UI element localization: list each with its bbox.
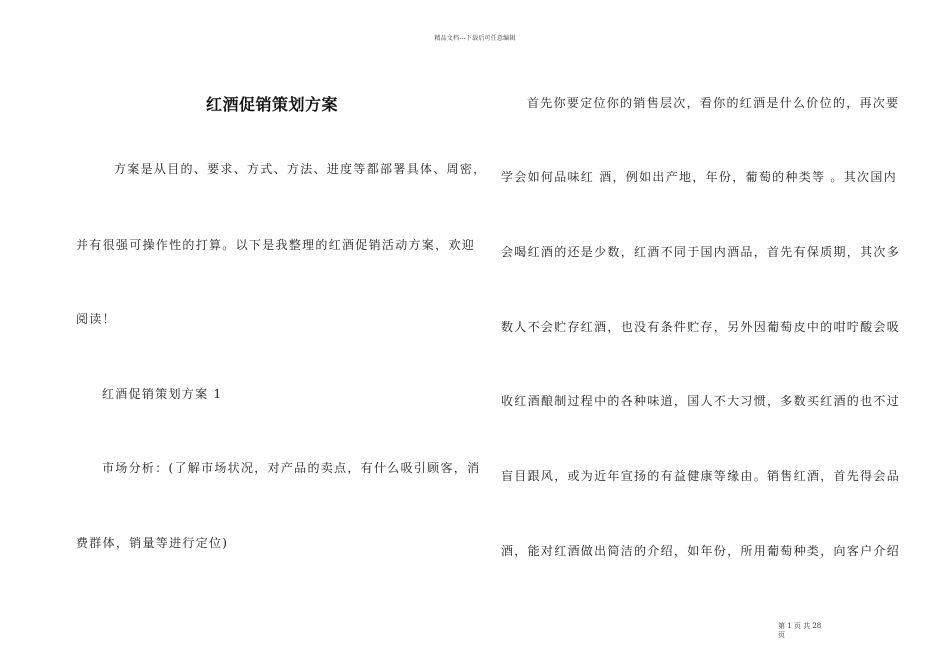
paragraph-line: 酒，能对红酒做出简洁的介绍，如年份，所用葡萄种类，向客户介绍 [501, 544, 901, 558]
page-number-line: 第 1 页 共 28 [778, 622, 822, 630]
document-title: 红酒促销策划方案 [205, 95, 338, 114]
paragraph-line: 数人不会贮存红酒，也没有条件贮存，另外因葡萄皮中的咁咛酸会吸 [501, 320, 901, 334]
header-note: 精品文档---下载后可任意编辑 [434, 35, 516, 42]
paragraph-line: 市场分析：(了解市场状况，对产品的卖点，有什么吸引顾客，消 [102, 461, 481, 475]
page-number [778, 622, 821, 640]
page-number-line: 页 [778, 631, 785, 639]
paragraph-line: 会喝红酒的还是少数，红酒不同于国内酒品，首先有保质期，其次多 [501, 245, 901, 259]
paragraph-line: 方案是从目的、要求、方式、方法、进度等都部署具体、周密， [114, 162, 487, 176]
paragraph-line: 学会如何品味红 酒，例如出产地，年份，葡萄的种类等 。其次国内 [501, 170, 897, 184]
section-heading: 红酒促销策划方案 1 [102, 387, 223, 401]
paragraph-line: 收红酒酿制过程中的各种味道，国人不大习惯，多数买红酒的也不过 [501, 394, 901, 408]
paragraph-line: 首先你要定位你的销售层次，看你的红酒是什么价位的，再次要 [527, 96, 900, 110]
paragraph-line: 并有很强可操作性的打算。以下是我整理的红酒促销活动方案，欢迎 [76, 238, 476, 252]
paragraph-line: 盲目跟风，或为近年宣扬的有益健康等缘由。销售红酒，首先得会品 [501, 469, 901, 483]
paragraph-line: 费群体，销量等进行定位) [76, 536, 229, 550]
paragraph-line: 阅读！ [76, 312, 116, 326]
